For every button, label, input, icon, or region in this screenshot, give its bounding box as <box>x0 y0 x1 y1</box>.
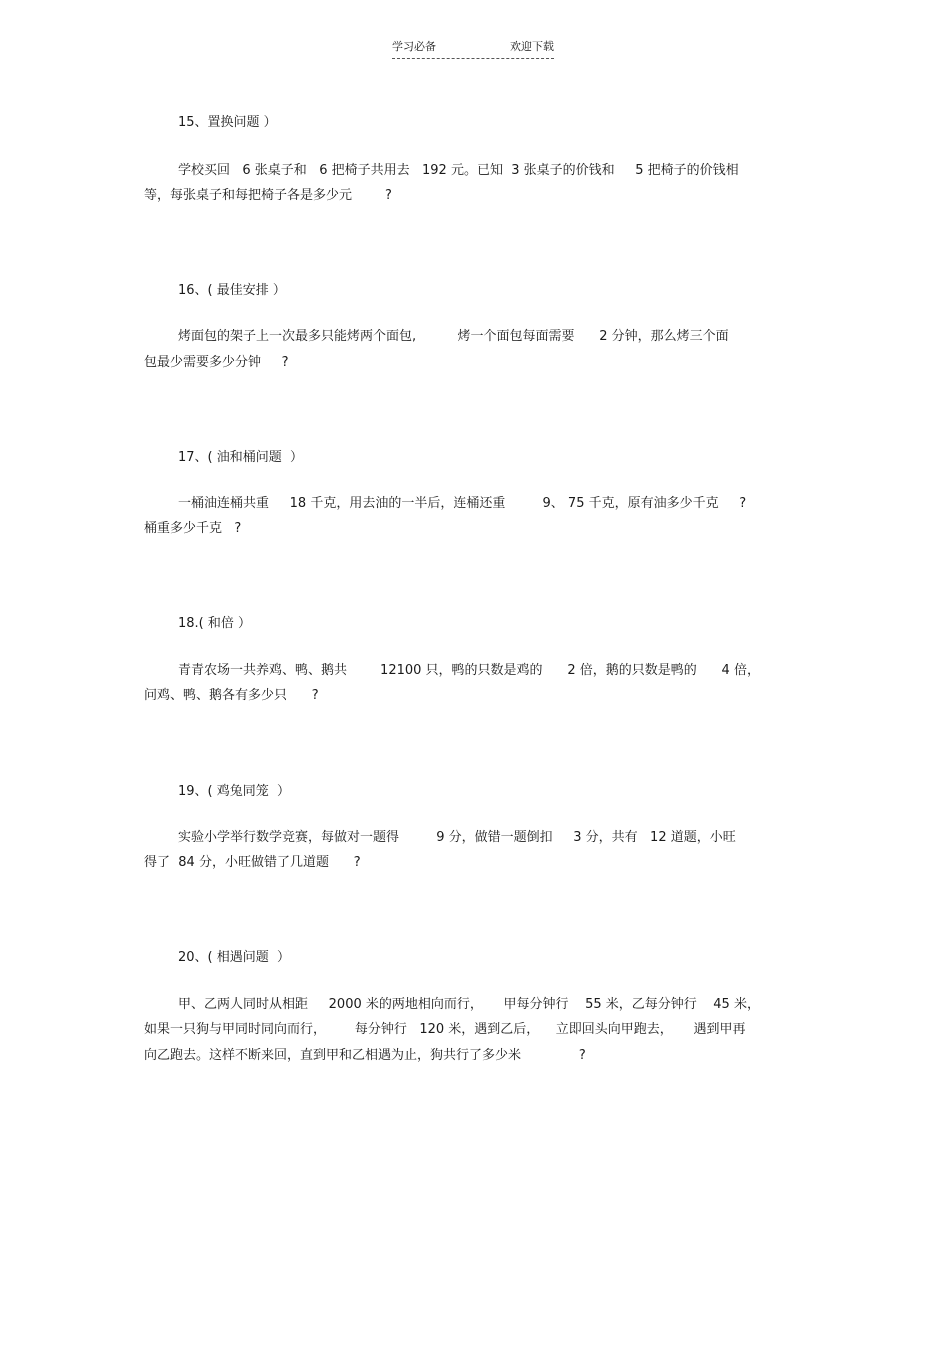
problem-17-line-1: 一桶油连桶共重 18 千克，用去油的一半后，连桶还重 9、 75 千克，原有油多少千克 ? <box>178 496 747 511</box>
problem-18-line-2: 问鸡、鸭、鹅各有多少只 ? <box>144 688 319 703</box>
problem-19-line-2: 得了 84 分，小旺做错了几道题 ? <box>144 855 361 870</box>
problem-16-line-1: 烤面包的架子上一次最多只能烤两个面包, 烤一个面包每面需要 2 分钟，那么烤三个面 <box>178 329 729 344</box>
problem-18-title: 18.( 和倍 ） <box>178 616 252 631</box>
problem-19-line-1: 实验小学举行数学竞赛，每做对一题得 9 分，做错一题倒扣 3 分，共有 12 道题，小旺 <box>178 830 736 845</box>
problem-17-line-2: 桶重多少千克 ? <box>144 521 242 536</box>
problem-19-title: 19、( 鸡兔同笼 ） <box>178 784 291 799</box>
problem-20-title: 20、( 相遇问题 ） <box>178 950 291 965</box>
problem-15-title: 15、置换问题 ） <box>178 115 277 130</box>
problem-18-line-1: 青青农场一共养鸡、鸭、鹅共 12100 只，鸭的只数是鸡的 2 倍，鹅的只数是鸭的 4 倍， <box>178 663 760 678</box>
page-header <box>392 40 554 59</box>
problem-20-line-2: 如果一只狗与甲同时同向而行， 每分钟行 120 米，遇到乙后， 立即回头向甲跑去， 遇到甲再 <box>144 1022 746 1037</box>
header-right-text: 欢迎下载 <box>510 40 554 53</box>
problem-15-line-1: 学校买回 6 张桌子和 6 把椅子共用去 192 元。已知 3 张桌子的价钱和 5 把椅子的价钱相 <box>178 163 739 178</box>
problem-17-title: 17、( 油和桶问题 ） <box>178 450 304 465</box>
problem-20-line-3: 向乙跑去。这样不断来回，直到甲和乙相遇为止，狗共行了多少米 ? <box>144 1048 586 1063</box>
problem-20-line-1: 甲、乙两人同时从相距 2000 米的两地相向而行， 甲每分钟行 55 米，乙每分钟行 45 米， <box>178 997 760 1012</box>
problem-16-title: 16、( 最佳安排 ） <box>178 283 286 298</box>
problem-16-line-2: 包最少需要多少分钟 ? <box>144 355 289 370</box>
problem-15-line-2: 等，每张桌子和每把椅子各是多少元 ? <box>144 188 392 203</box>
header-left-text: 学习必备 <box>392 40 436 53</box>
